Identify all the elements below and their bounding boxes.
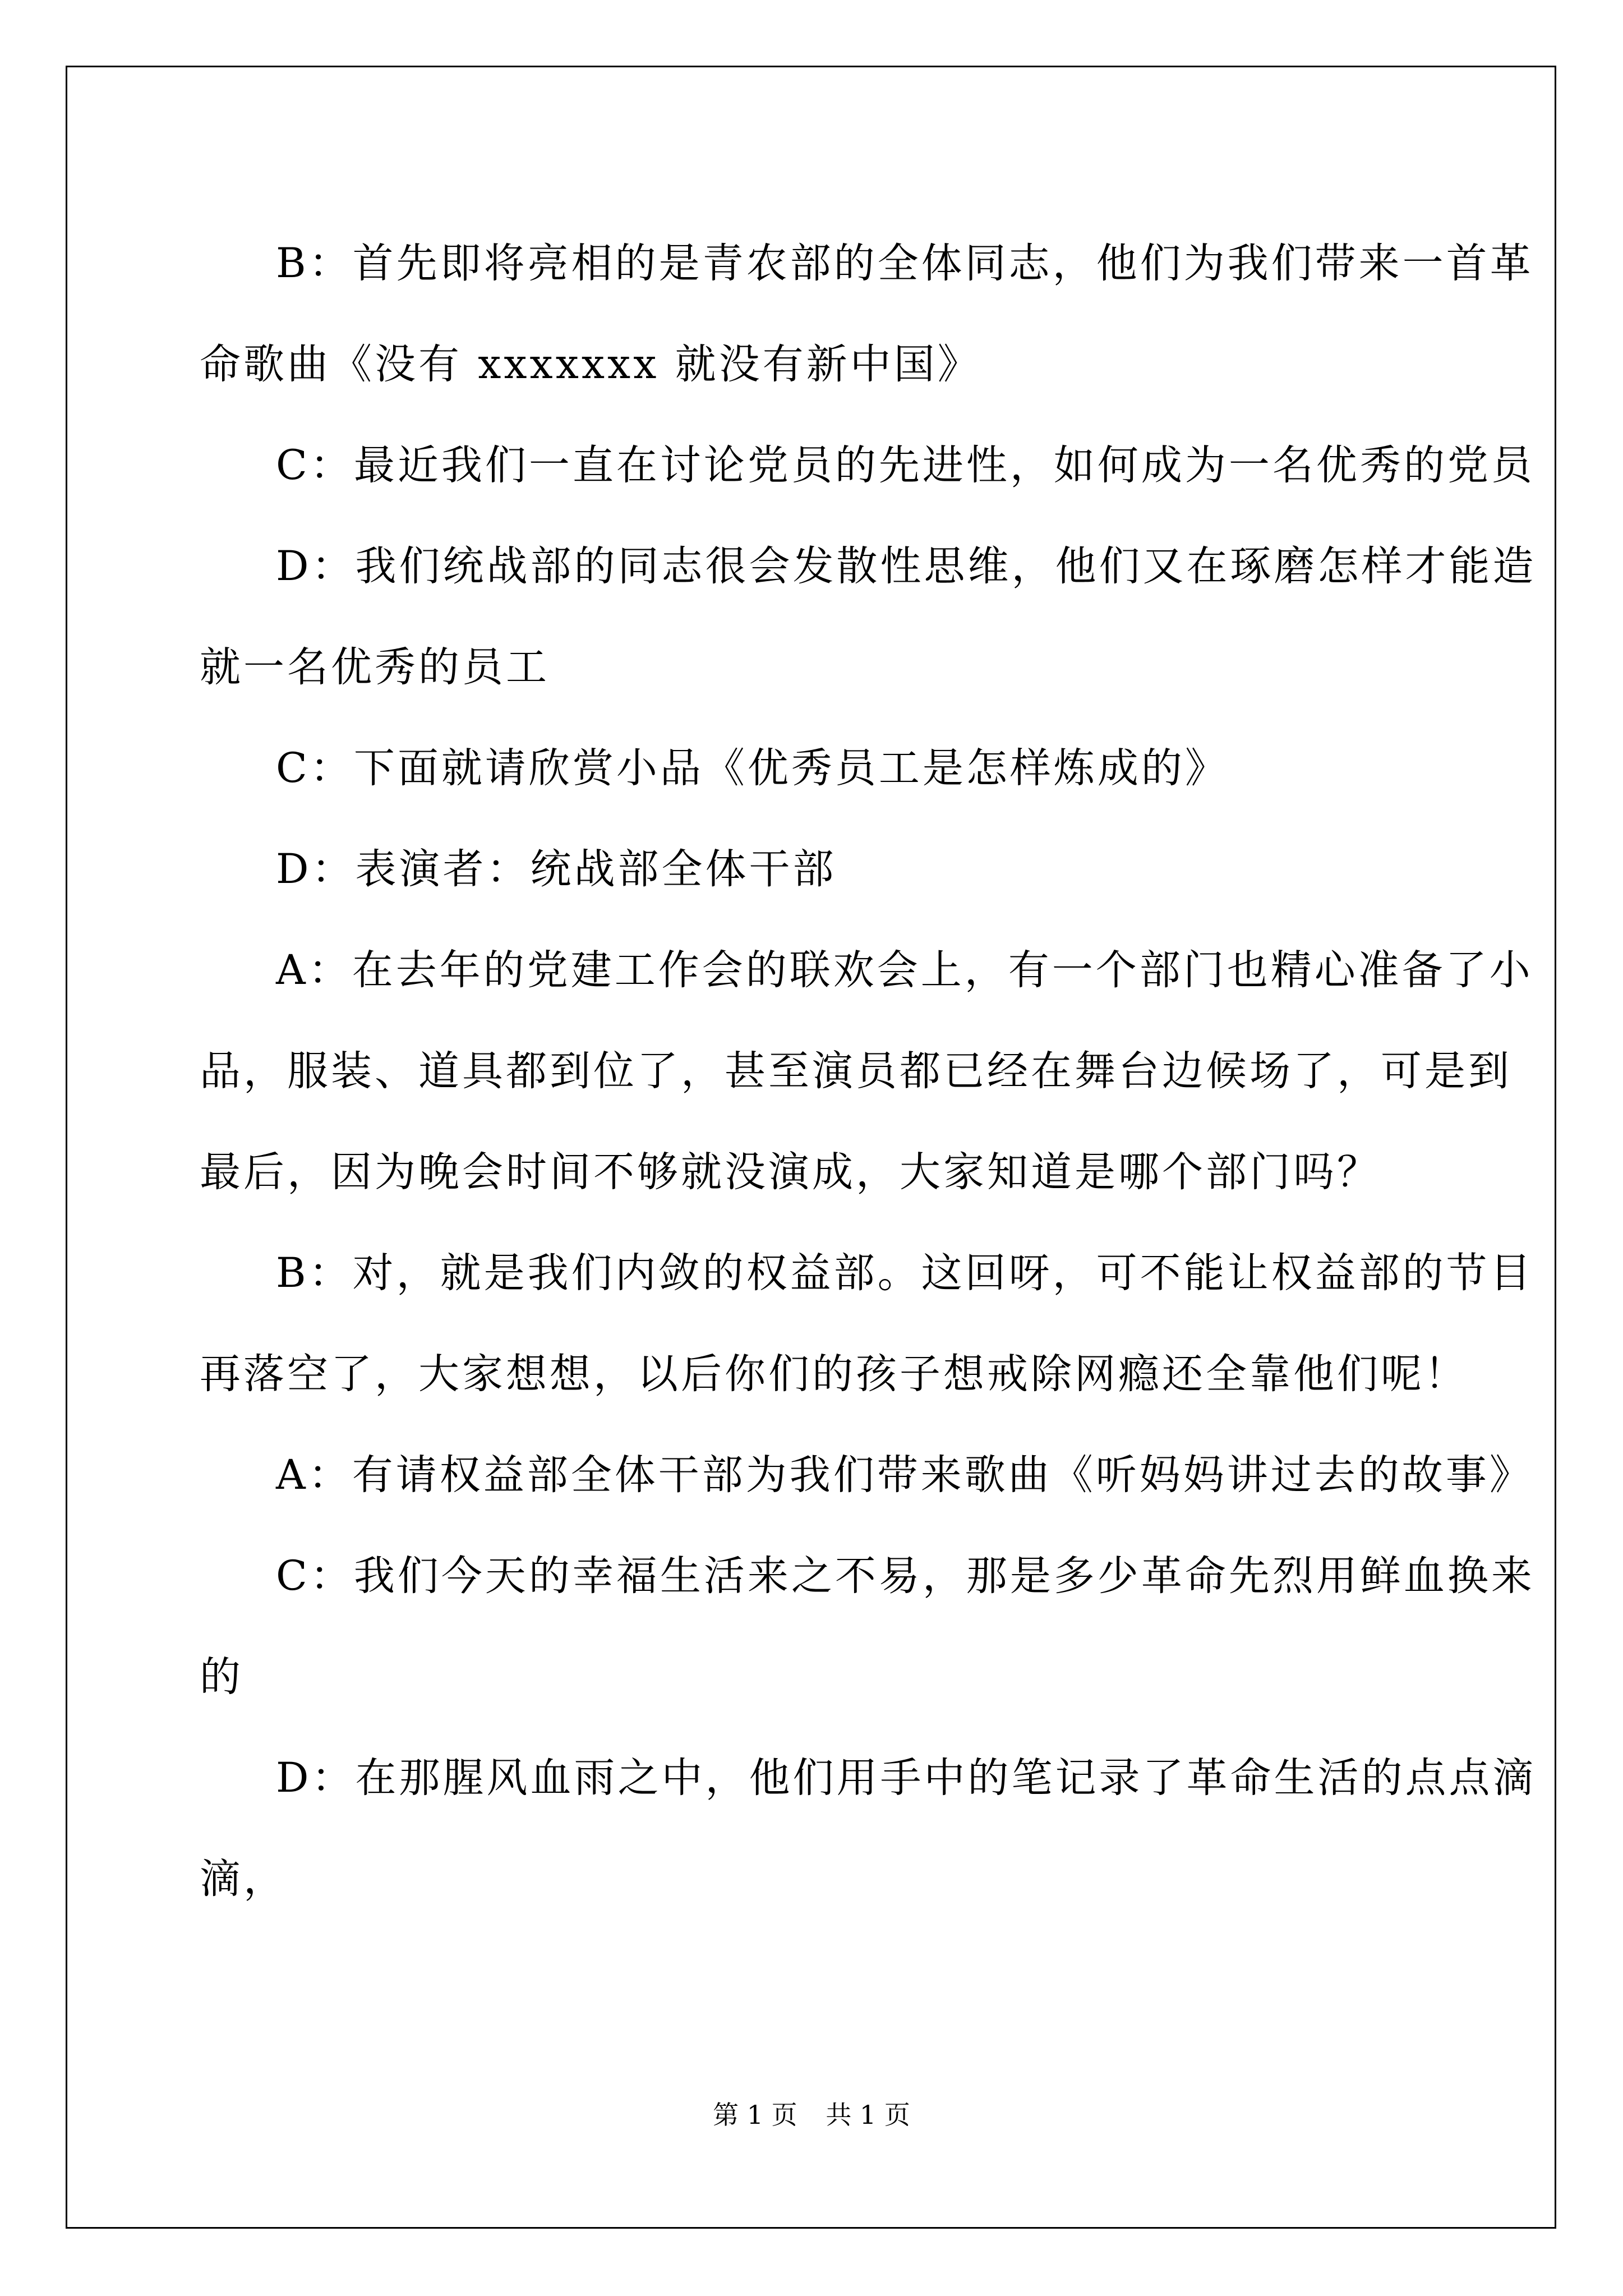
text-line: A：有请权益部全体干部为我们带来歌曲《听妈妈讲过去的故事》 [276,1451,1533,1499]
text-line: 再落空了，大家想想，以后你们的孩子想戒除网瘾还全靠他们呢！ [200,1350,1468,1398]
page-number: 第 1 页 [713,2100,797,2130]
paragraph [200,1728,1537,1930]
paragraph [200,415,1535,516]
paragraph [200,213,1534,415]
page-footer [0,2098,1623,2132]
text-line: 就一名优秀的员工 [200,643,550,691]
paragraph [200,718,1433,819]
paragraph [200,516,1537,718]
text-line: 滴， [200,1855,287,1903]
paragraph [200,819,1433,920]
text-line: A：在去年的党建工作会的联欢会上，有一个部门也精心准备了小 [276,946,1533,994]
text-line: 最后，因为晚会时间不够就没演成，大家知道是哪个部门吗？ [200,1148,1381,1196]
text-line: C：下面就请欣赏小品《优秀员工是怎样炼成的》 [276,744,1229,792]
text-line: 品，服装、道具都到位了，甚至演员都已经在舞台边候场了，可是到 [200,1047,1512,1095]
text-line: B：对，就是我们内敛的权益部。这回呀，可不能让权益部的节目 [276,1249,1534,1297]
text-line: C：我们今天的幸福生活来之不易，那是多少革命先烈用鲜血换来 [276,1552,1535,1600]
text-line: D：我们统战部的同志很会发散性思维，他们又在琢磨怎样才能造 [276,542,1537,590]
text-line: D：表演者：统战部全体干部 [276,845,837,893]
text-line: B：首先即将亮相的是青农部的全体同志，他们为我们带来一首革 [276,240,1534,287]
paragraph [200,1526,1535,1728]
page-total: 共 1 页 [826,2100,910,2130]
document-body [200,213,1537,1930]
text-line: D：在那腥风血雨之中，他们用手中的笔记录了革命生活的点点滴 [276,1754,1537,1802]
paragraph [200,1223,1534,1425]
text-line: 命歌曲《没有 xxxxxxx 就没有新中国》 [200,341,981,388]
text-line: C：最近我们一直在讨论党员的先进性，如何成为一名优秀的党员 [276,441,1535,489]
paragraph [200,920,1533,1223]
text-line: 的 [200,1653,243,1701]
paragraph [200,1425,1533,1526]
